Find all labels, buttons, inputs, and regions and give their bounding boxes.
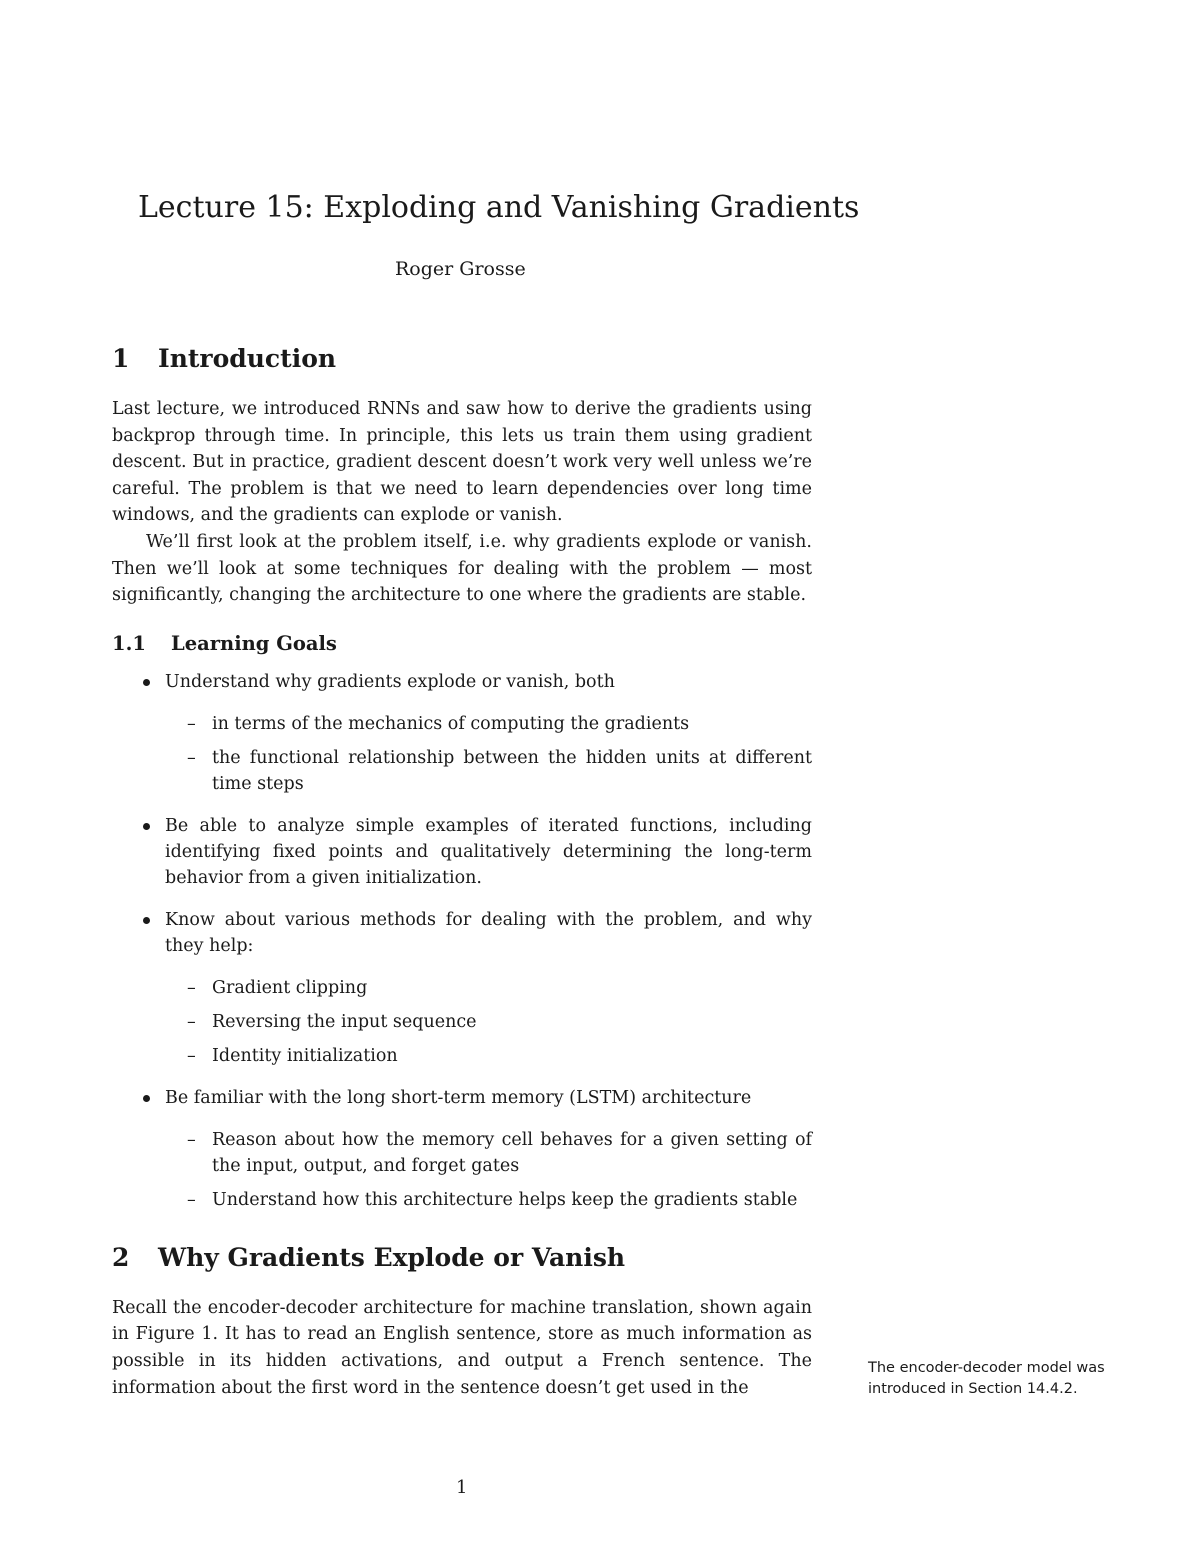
section-number: 1 (112, 344, 130, 373)
subsection-number: 1.1 (112, 631, 146, 655)
bullet-icon (143, 1095, 150, 1102)
list-item (112, 907, 812, 1069)
intro-paragraph-2: We’ll first look at the problem itself, i.e. why gradients explode or vanish. Then we’ll look at some techniques for dealing with the problem — most significantly, changing the architecture to one where the gradients are stable. (112, 531, 812, 606)
dash-icon: – (187, 1045, 196, 1066)
section-heading-why-gradients (112, 1243, 812, 1273)
list-item (112, 1085, 812, 1213)
subsection-heading-learning-goals (112, 631, 812, 657)
section2-paragraph-1: Recall the encoder-decoder architecture for machine translation, shown again in Figure 1. It has to read an English sentence, store as much information as possible in its hidden activations, and output a French sentence. The information about the first word in the sentence doesn’t get used in the (112, 1297, 812, 1398)
goal-text: Be able to analyze simple examples of iterated functions, including identifying fixed points and qualitatively determining the long-term behavior from a given initialization. (165, 815, 812, 888)
main-column (112, 344, 812, 1401)
intro-paragraph-1: Last lecture, we introduced RNNs and saw how to derive the gradients using backprop through time. In principle, this lets us train them using gradient descent. But in practice, gradient descent doesn’t work very well unless we’re careful. The problem is that we need to learn dependencies over long time windows, and the gradients can explode or vanish. (112, 399, 812, 526)
sub-list (165, 711, 812, 797)
bullet-icon (143, 679, 150, 686)
bullet-icon (143, 917, 150, 924)
section-title: Why Gradients Explode or Vanish (158, 1242, 626, 1272)
dash-icon: – (187, 1189, 196, 1210)
subsection-title: Learning Goals (171, 631, 337, 655)
goal-text: Understand why gradients explode or vanish, both (165, 671, 615, 692)
sub-list-item (165, 1043, 812, 1069)
sub-list-item (165, 975, 812, 1001)
goal-text: Know about various methods for dealing with the problem, and why they help: (165, 909, 812, 956)
dash-icon: – (187, 977, 196, 998)
sub-item-text: in terms of the mechanics of computing the gradients (212, 713, 690, 734)
author-name: Roger Grosse (395, 258, 526, 280)
dash-icon: – (187, 747, 196, 768)
goal-text: Be familiar with the long short-term memory (LSTM) architecture (165, 1087, 752, 1108)
learning-goals-list (112, 669, 812, 1213)
dash-icon: – (187, 1129, 196, 1150)
section-why-gradients (112, 1243, 812, 1401)
bullet-icon (143, 823, 150, 830)
list-item (112, 813, 812, 891)
sub-list-item (165, 711, 812, 737)
sub-item-text: Reversing the input sequence (212, 1011, 477, 1032)
sub-list (165, 975, 812, 1069)
page-number: 1 (456, 1477, 468, 1498)
section-number: 2 (112, 1242, 130, 1272)
sub-list (165, 1127, 812, 1213)
sub-item-text: Understand how this architecture helps keep the gradients stable (212, 1189, 798, 1210)
sub-item-text: the functional relationship between the hidden units at different time steps (212, 747, 812, 794)
sub-list-item (165, 1127, 812, 1179)
section-heading-introduction (112, 344, 812, 374)
dash-icon: – (187, 1011, 196, 1032)
list-item (112, 669, 812, 797)
sub-item-text: Identity initialization (212, 1045, 398, 1066)
sub-list-item (165, 745, 812, 797)
sub-list-item (165, 1187, 812, 1213)
dash-icon: – (187, 713, 196, 734)
margin-note: The encoder-decoder model was introduced in Section 14.4.2. (868, 1360, 1105, 1397)
sub-list-item (165, 1009, 812, 1035)
sub-item-text: Gradient clipping (212, 977, 368, 998)
sub-item-text: Reason about how the memory cell behaves for a given setting of the input, output, and forget gates (212, 1129, 812, 1176)
section-title: Introduction (158, 344, 337, 373)
document-title: Lecture 15: Exploding and Vanishing Gradients (138, 190, 860, 225)
